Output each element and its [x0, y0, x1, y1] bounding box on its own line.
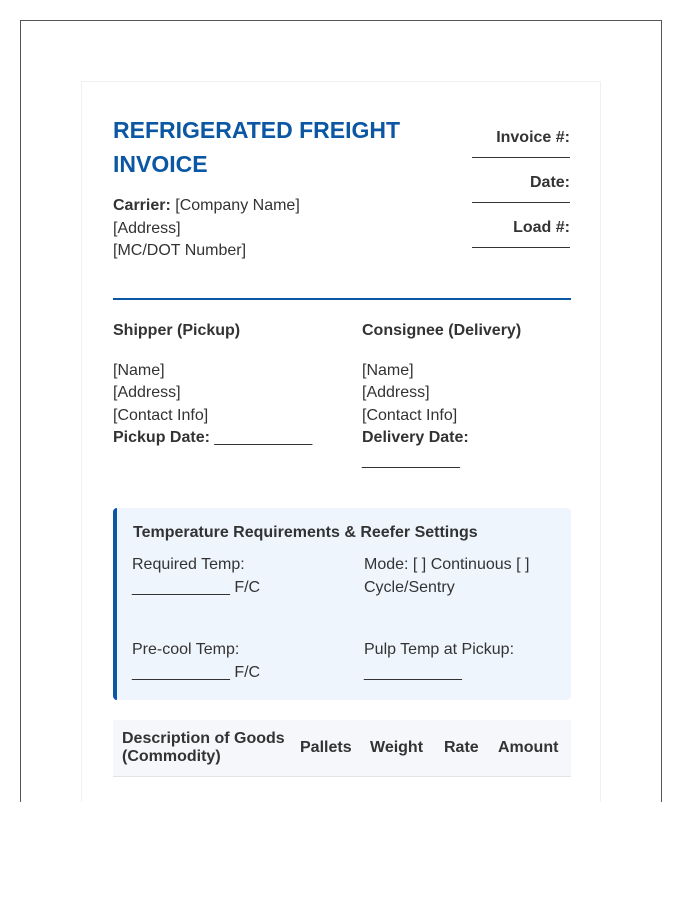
header-divider	[113, 298, 571, 300]
page-frame	[20, 20, 662, 802]
pulp-temp-field[interactable]	[364, 639, 564, 684]
invoice-number-field[interactable]	[460, 127, 570, 172]
required-temp-label: Required Temp:	[132, 556, 245, 573]
invoice-date-label: Date:	[529, 174, 570, 191]
precool-temp-label: Pre-cool Temp:	[132, 641, 240, 658]
delivery-date-label: Delivery Date:	[362, 429, 469, 446]
load-number-label: Load #:	[513, 219, 570, 236]
shipper-section	[113, 320, 333, 450]
shipper-title: Shipper (Pickup)	[113, 322, 241, 339]
goods-table-header	[113, 720, 571, 777]
temperature-title: Temperature Requirements & Reefer Settings	[133, 524, 478, 541]
shipper-contact: [Contact Info]	[113, 406, 209, 424]
col-description: Description of Goods (Commodity)	[122, 730, 285, 765]
pickup-date-label: Pickup Date:	[113, 429, 210, 446]
required-temp-blank: ___________ F/C	[132, 578, 261, 596]
carrier-name: [Company Name]	[175, 197, 300, 214]
consignee-contact: [Contact Info]	[362, 406, 458, 424]
reefer-mode-text: Mode: [ ] Continuous [ ] Cycle/Sentry	[364, 556, 530, 596]
delivery-date-blank[interactable]: ___________	[362, 451, 460, 469]
consignee-address: [Address]	[362, 384, 430, 401]
carrier-line	[113, 195, 300, 218]
invoice-number-label: Invoice #:	[496, 129, 570, 146]
invoice-title: REFRIGERATED FREIGHT INVOICE	[113, 117, 401, 177]
consignee-name: [Name]	[362, 361, 414, 379]
carrier-label: Carrier:	[113, 197, 171, 214]
invoice-meta	[460, 127, 570, 262]
pickup-date-line	[113, 427, 333, 450]
goods-table	[113, 720, 571, 777]
precool-temp-field[interactable]	[132, 639, 332, 684]
invoice-date-blank	[472, 202, 570, 203]
reefer-mode-field[interactable]	[364, 554, 554, 599]
consignee-title: Consignee (Delivery)	[362, 322, 522, 339]
col-rate: Rate	[444, 739, 479, 756]
shipper-name: [Name]	[113, 361, 165, 379]
temperature-panel	[113, 508, 571, 700]
pulp-temp-blank: ___________	[364, 663, 462, 681]
load-number-field[interactable]	[460, 217, 570, 262]
consignee-section	[362, 320, 572, 472]
precool-temp-blank: ___________ F/C	[132, 663, 261, 681]
col-weight: Weight	[370, 739, 424, 756]
pulp-temp-label: Pulp Temp at Pickup:	[364, 641, 515, 658]
invoice-document	[81, 81, 601, 802]
carrier-info	[113, 195, 300, 263]
carrier-mcdot: [MC/DOT Number]	[113, 242, 247, 259]
col-amount: Amount	[498, 739, 559, 756]
carrier-address: [Address]	[113, 219, 181, 237]
required-temp-field[interactable]	[132, 554, 332, 599]
col-pallets: Pallets	[300, 739, 352, 756]
shipper-address: [Address]	[113, 384, 181, 401]
invoice-date-field[interactable]	[460, 172, 570, 217]
load-number-blank	[472, 247, 570, 248]
invoice-number-blank	[472, 157, 570, 158]
pickup-date-blank[interactable]: ___________	[214, 429, 313, 446]
